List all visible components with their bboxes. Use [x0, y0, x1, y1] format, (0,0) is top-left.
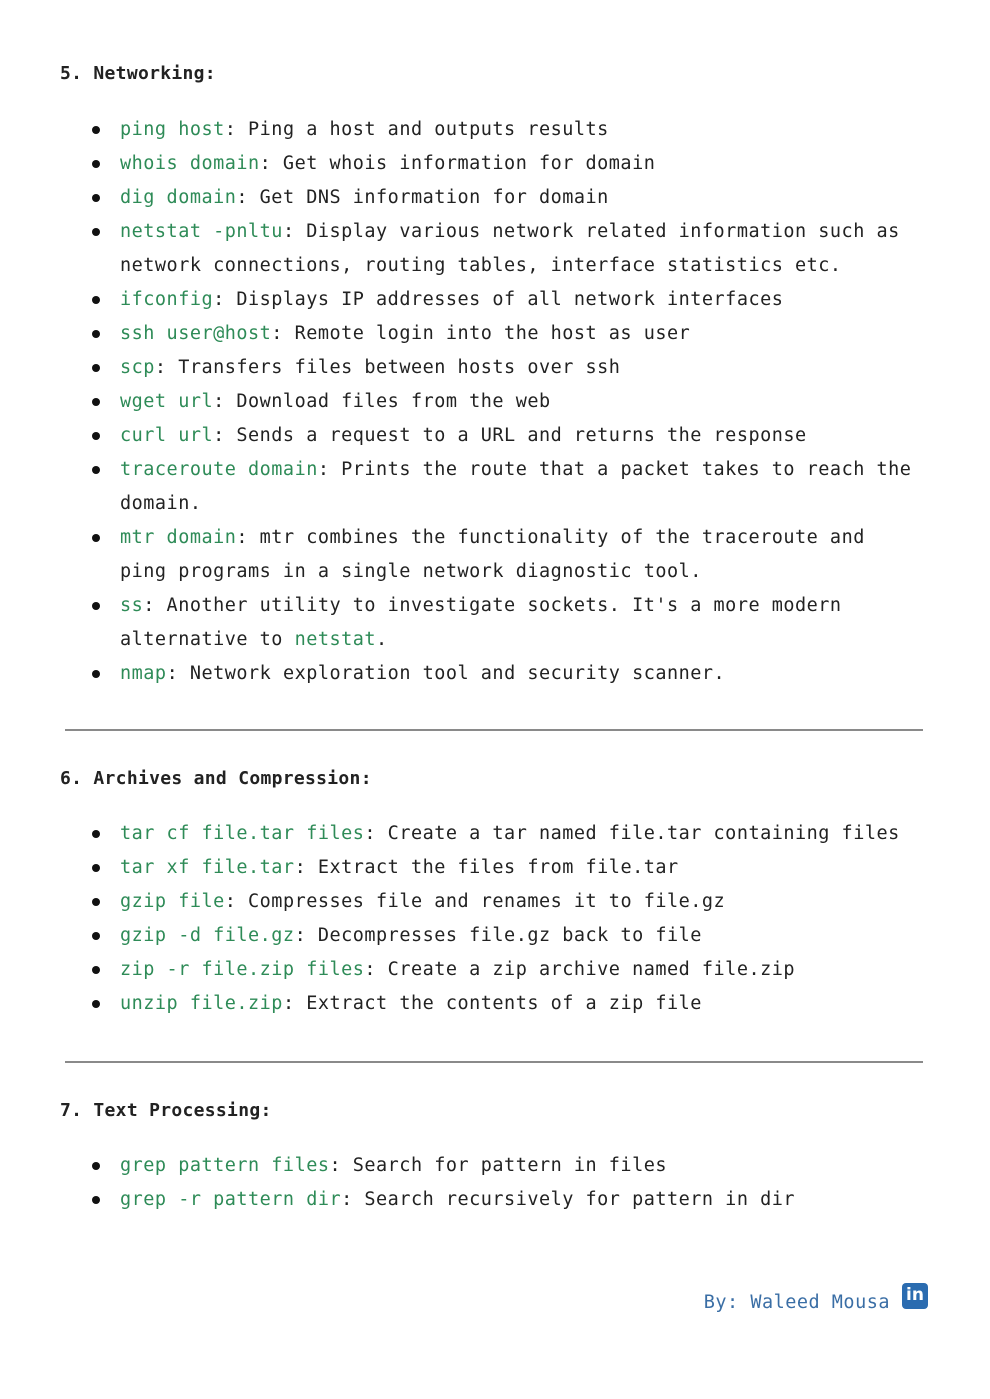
list-item	[60, 919, 920, 953]
list-item	[60, 147, 920, 181]
command: grep -r pattern dir	[120, 1189, 342, 1210]
description: : Displays IP addresses of all network interfaces	[213, 289, 784, 310]
archives-command-list	[60, 817, 920, 1021]
command: scp	[120, 357, 155, 378]
linkedin-icon[interactable]: in	[902, 1283, 928, 1309]
list-item	[60, 419, 920, 453]
list-item	[60, 589, 920, 657]
description: : Network exploration tool and security scanner.	[166, 663, 726, 684]
list-item	[60, 885, 920, 919]
command: zip -r file.zip files	[120, 959, 365, 980]
command: tar cf file.tar files	[120, 823, 365, 844]
description-end: .	[376, 629, 388, 650]
command: nmap	[120, 663, 167, 684]
description: : Ping a host and outputs results	[224, 119, 609, 140]
list-item	[60, 1183, 920, 1217]
command: gzip file	[120, 891, 225, 912]
command: wget url	[120, 391, 214, 412]
command: ssh user@host	[120, 323, 272, 344]
list-item	[60, 851, 920, 885]
description: : Get DNS information for domain	[236, 187, 609, 208]
description: : Transfers files between hosts over ssh	[154, 357, 621, 378]
command: grep pattern files	[120, 1155, 330, 1176]
list-item	[60, 521, 920, 589]
section-text-processing	[60, 1099, 924, 1123]
networking-command-list	[60, 113, 920, 691]
command: ping host	[120, 119, 225, 140]
description: : Search recursively for pattern in dir	[341, 1189, 796, 1210]
description: : Extract the files from file.tar	[294, 857, 679, 878]
inline-command: netstat	[294, 629, 377, 650]
command: curl url	[120, 425, 214, 446]
list-item	[60, 351, 920, 385]
command: tar xf file.tar	[120, 857, 295, 878]
section-divider	[65, 1061, 923, 1063]
description: : Create a tar named file.tar containing files	[364, 823, 900, 844]
command: unzip file.zip	[120, 993, 283, 1014]
footer	[704, 1278, 928, 1313]
description: : Get whois information for domain	[259, 153, 656, 174]
list-item	[60, 181, 920, 215]
description: : Prints the route that a packet takes to reach the domain.	[120, 459, 912, 514]
command: mtr domain	[120, 527, 237, 548]
description: : Decompresses file.gz back to file	[294, 925, 702, 946]
description: : Create a zip archive named file.zip	[364, 959, 796, 980]
description: : Compresses file and renames it to file.gz	[224, 891, 726, 912]
command: ifconfig	[120, 289, 214, 310]
list-item	[60, 453, 920, 521]
list-item	[60, 385, 920, 419]
section-heading: 7. Text Processing:	[60, 1100, 272, 1121]
description: : Sends a request to a URL and returns the response	[213, 425, 807, 446]
command: netstat -pnltu	[120, 221, 283, 242]
description: : Remote login into the host as user	[271, 323, 691, 344]
list-item	[60, 215, 920, 283]
description: : Download files from the web	[213, 391, 551, 412]
description: : Another utility to investigate sockets. It's a more modern alternative to	[120, 595, 842, 650]
command: whois domain	[120, 153, 260, 174]
list-item	[60, 283, 920, 317]
list-item	[60, 1149, 920, 1183]
list-item	[60, 113, 920, 147]
section-divider	[65, 729, 923, 731]
list-item	[60, 657, 920, 691]
command: ss	[120, 595, 144, 616]
author-credit: By: Waleed Mousa	[703, 1292, 890, 1313]
command: traceroute domain	[120, 459, 318, 480]
section-archives	[60, 767, 924, 791]
list-item	[60, 953, 920, 987]
description: : Extract the contents of a zip file	[282, 993, 702, 1014]
list-item	[60, 987, 920, 1021]
command: dig domain	[120, 187, 237, 208]
text-processing-command-list	[60, 1149, 920, 1217]
description: : Display various network related information such as network connections, routing tables, interface statistics etc.	[120, 221, 900, 276]
section-heading: 5. Networking:	[60, 63, 216, 84]
list-item	[60, 317, 920, 351]
description: : mtr combines the functionality of the traceroute and ping programs in a single network diagnostic tool.	[120, 527, 865, 582]
command: gzip -d file.gz	[120, 925, 295, 946]
section-networking	[60, 62, 924, 86]
list-item	[60, 817, 920, 851]
description: : Search for pattern in files	[329, 1155, 667, 1176]
section-heading: 6. Archives and Compression:	[60, 768, 372, 789]
